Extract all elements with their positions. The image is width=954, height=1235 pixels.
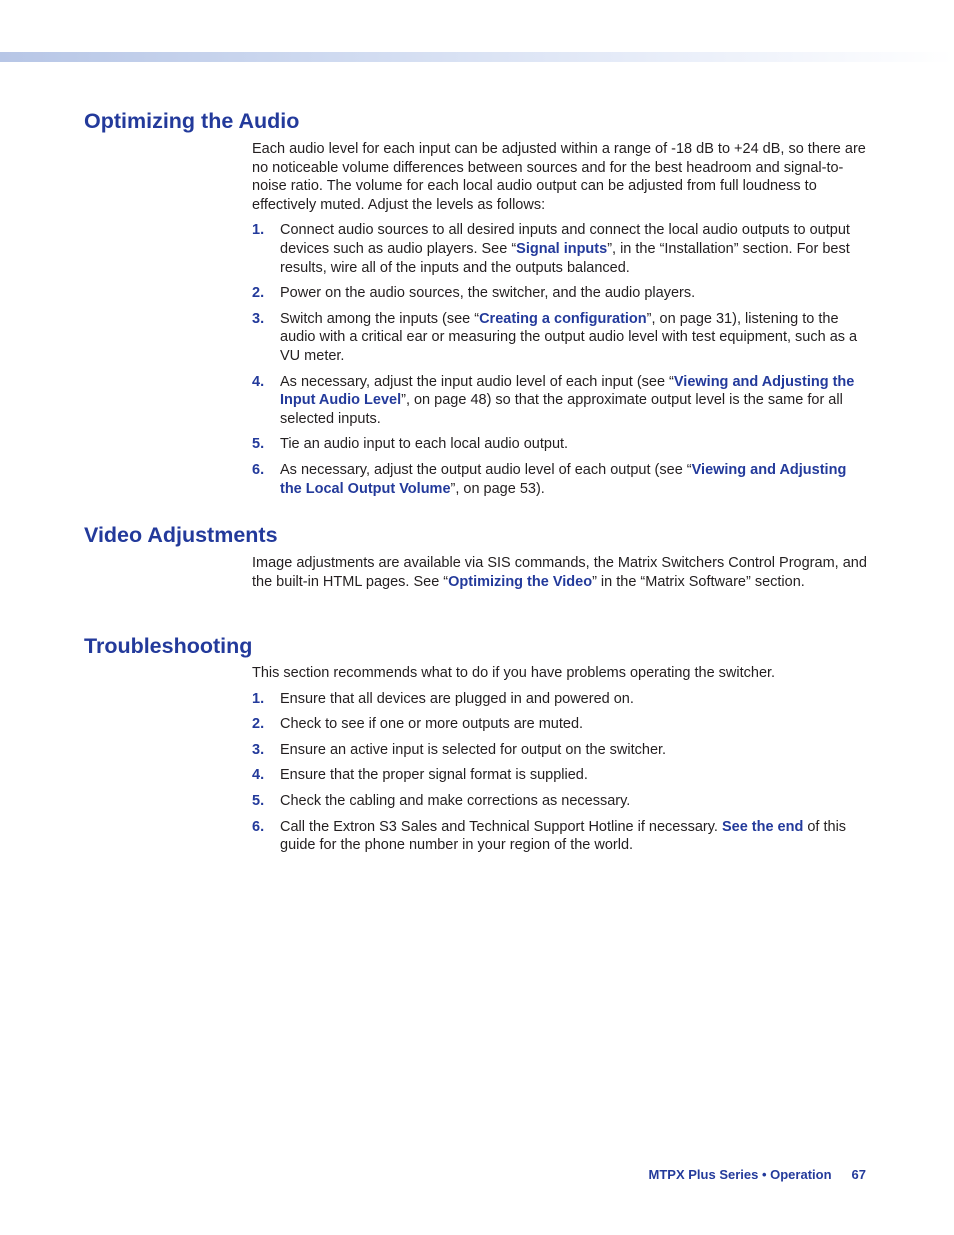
audio-step xyxy=(252,284,872,303)
link-viewing-local-output-volume[interactable]: Viewing and Adjusting the Local Output Volume xyxy=(280,461,847,497)
troubleshooting-step xyxy=(252,818,872,855)
troubleshooting-intro: This section recommends what to do if you have problems operating the switcher. xyxy=(252,665,776,681)
link-see-the-end[interactable]: See the end xyxy=(721,818,804,835)
step-number: 3. xyxy=(252,741,265,758)
step-text: Ensure an active input is selected for output on the switcher. xyxy=(280,741,667,758)
audio-step xyxy=(252,435,872,454)
step-text: Ensure that the proper signal format is supplied. xyxy=(280,767,588,784)
step-text: of this guide for the phone number in your region of the world. xyxy=(280,818,847,854)
step-text: Check the cabling and make corrections as necessary. xyxy=(280,792,631,809)
audio-intro: Each audio level for each input can be adjusted within a range of -18 dB to +24 dB, so there are no noticeable volume differences between sources and for the best headroom and signal-to-noise ratio. The volume for each local audio output can be adjusted from full loudness to effectively muted. Adjust the levels as follows: xyxy=(252,141,866,213)
link-creating-a-configuration[interactable]: Creating a configuration xyxy=(479,310,647,327)
step-number: 4. xyxy=(252,373,265,390)
step-text: As necessary, adjust the input audio level of each input (see “ xyxy=(280,373,674,390)
step-text: Power on the audio sources, the switcher, and the audio players. xyxy=(280,285,696,302)
audio-step xyxy=(252,373,872,429)
step-number: 2. xyxy=(252,285,265,302)
step-text: ”, on page 53). xyxy=(450,480,545,497)
step-text: Ensure that all devices are plugged in and powered on. xyxy=(280,690,634,707)
step-number: 4. xyxy=(252,767,265,784)
troubleshooting-steps-list xyxy=(252,690,872,855)
audio-step xyxy=(252,310,872,366)
step-text: Call the Extron S3 Sales and Technical Support Hotline if necessary. xyxy=(280,818,722,835)
step-text: ”, in the “Installation” section. For best results, wire all of the inputs and the outputs balanced. xyxy=(280,240,850,276)
video-paragraph xyxy=(252,554,872,591)
troubleshooting-step xyxy=(252,766,872,785)
audio-steps-list xyxy=(252,221,872,498)
page-number: 67 xyxy=(851,1167,866,1182)
step-text: Check to see if one or more outputs are muted. xyxy=(280,716,584,733)
video-text: Image adjustments are available via SIS commands, the Matrix Switchers Control Program, and the built-in HTML pages. See “ xyxy=(252,555,867,590)
audio-section-body xyxy=(252,140,872,498)
video-text: ” in the “Matrix Software” section. xyxy=(592,573,805,590)
step-text: ”, on page 48) so that the approximate output level is the same for all selected inputs. xyxy=(280,392,843,427)
audio-step xyxy=(252,461,872,498)
step-text: As necessary, adjust the output audio level of each output (see “ xyxy=(280,461,692,478)
step-text: Tie an audio input to each local audio output. xyxy=(280,436,569,453)
link-signal-inputs[interactable]: Signal inputs xyxy=(516,240,608,257)
link-viewing-input-audio-level[interactable]: Viewing and Adjusting the Input Audio Level xyxy=(280,373,855,409)
section-title-troubleshooting: Troubleshooting xyxy=(84,634,253,658)
section-title-audio: Optimizing the Audio xyxy=(84,109,300,133)
step-text: Connect audio sources to all desired inputs and connect the local audio outputs to output devices such as audio players. See “ xyxy=(280,222,850,257)
audio-step xyxy=(252,221,872,277)
section-title-video: Video Adjustments xyxy=(84,523,278,547)
link-optimizing-the-video[interactable]: Optimizing the Video xyxy=(448,573,593,590)
step-number: 6. xyxy=(252,818,265,835)
step-number: 3. xyxy=(252,310,265,327)
step-number: 2. xyxy=(252,716,265,733)
step-number: 5. xyxy=(252,792,265,809)
step-text: ”, on page 31), listening to the audio with a critical ear or measuring the output audio level with test equipment, such as a VU meter. xyxy=(280,310,858,364)
header-band xyxy=(0,52,954,62)
video-section-body xyxy=(252,554,872,591)
step-number: 1. xyxy=(252,222,265,239)
step-number: 6. xyxy=(252,461,265,478)
troubleshooting-step xyxy=(252,741,872,760)
troubleshooting-step xyxy=(252,690,872,709)
step-number: 5. xyxy=(252,436,265,453)
troubleshooting-step xyxy=(252,715,872,734)
troubleshooting-section-body xyxy=(252,664,872,855)
troubleshooting-step xyxy=(252,792,872,811)
page-footer xyxy=(649,1167,866,1182)
footer-label: MTPX Plus Series • Operation xyxy=(648,1167,832,1182)
step-number: 1. xyxy=(252,690,265,707)
step-text: Switch among the inputs (see “ xyxy=(280,310,480,327)
